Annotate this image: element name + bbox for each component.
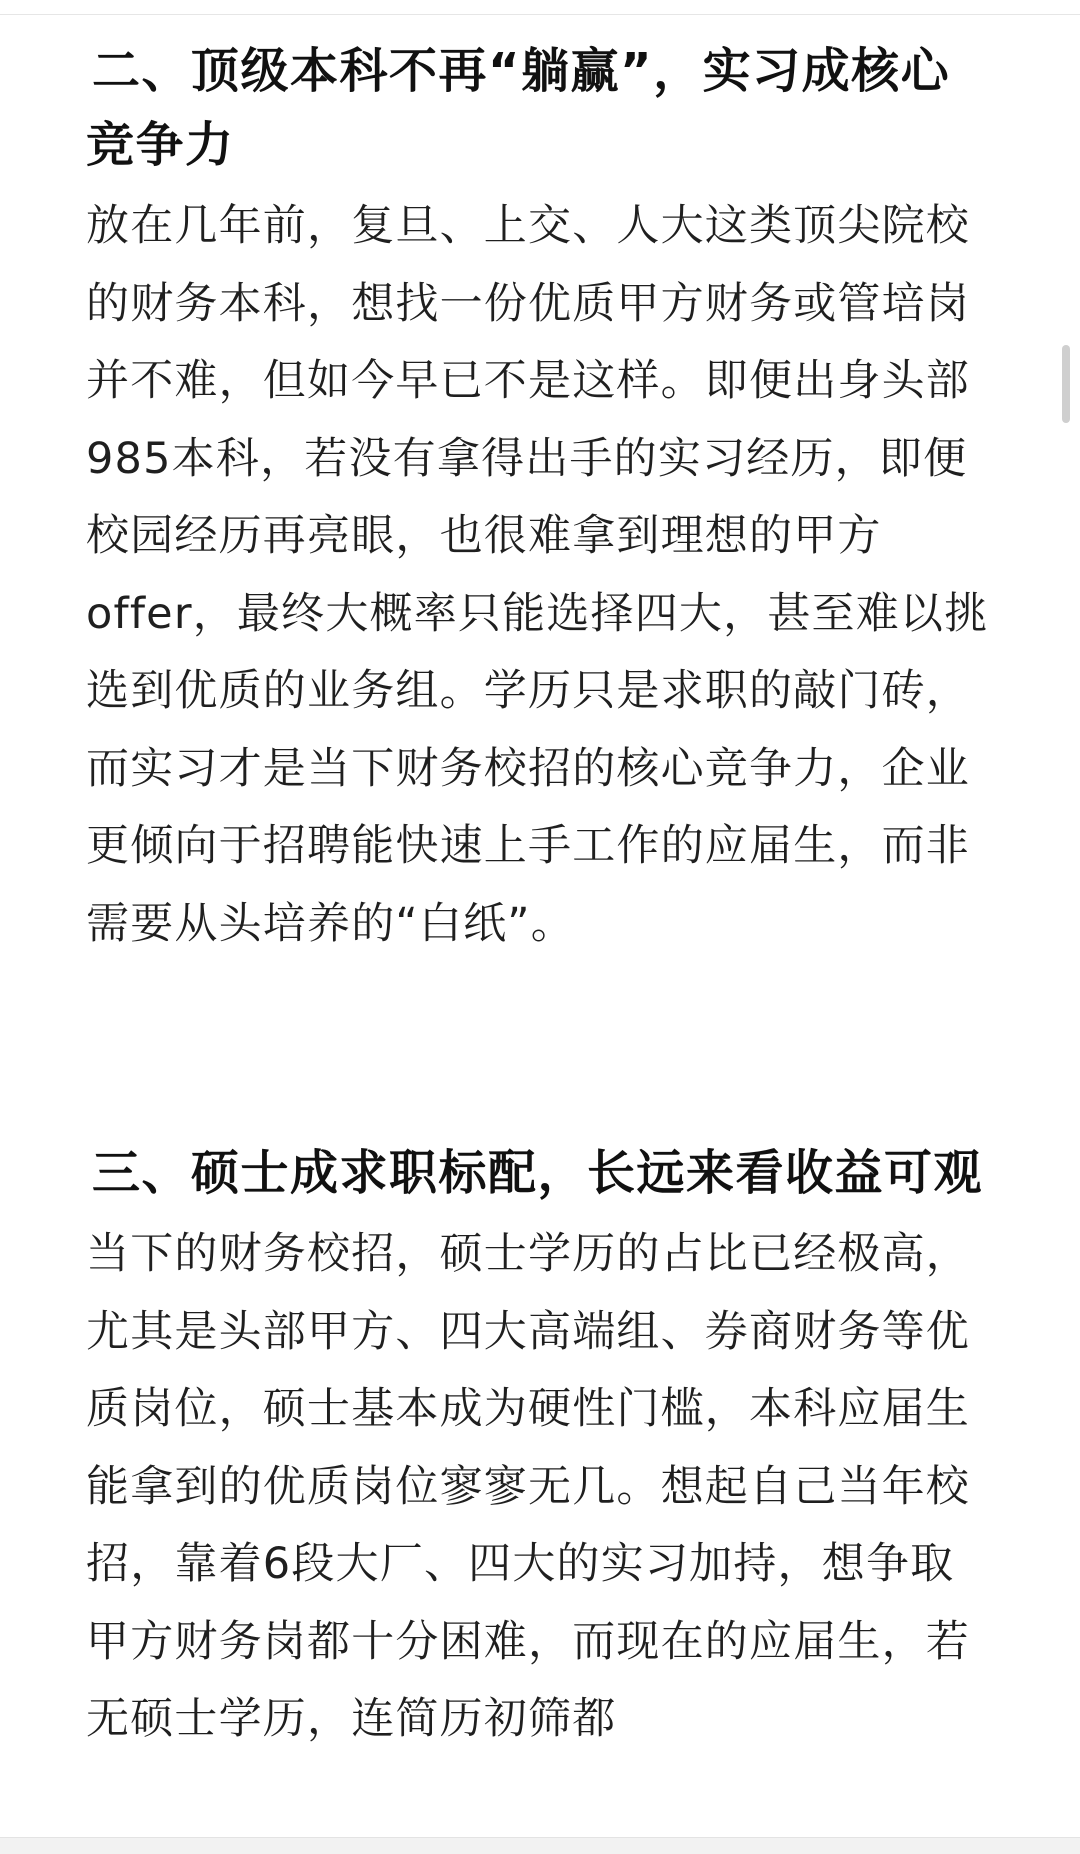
section-masters-degree [86,1136,994,1759]
article-body [86,34,994,1744]
section-heading: 三、硕士成求职标配，长远来看收益可观 [92,1145,984,1201]
bottom-edge-bar [0,1837,1080,1854]
section-paragraph: 放在几年前，复旦、上交、人大这类顶尖院校的财务本科，想找一份优质甲方财务或管培岗并不难，但如今早已不是这样。即便出身头部985本科，若没有拿得出手的实习经历，即便校园经历再亮眼，也很难拿到理想的甲方offer，最终大概率只能选择四大，甚至难以挑选到优质的业务组。学历只是求职的敲门砖，而实习才是当下财务校招的核心竞争力，企业更倾向于招聘能快速上手工作的应届生，而非需要从头培养的“白纸”。 [86,201,989,949]
section-heading: 二、顶级本科不再“躺赢”，实习成核心竞争力 [86,43,951,173]
top-divider [0,0,1080,15]
scrollbar-thumb[interactable] [1062,345,1070,423]
section-paragraph: 当下的财务校招，硕士学历的占比已经极高，尤其是头部甲方、四大高端组、券商财务等优质岗位，硕士基本成为硬性门槛，本科应届生能拿到的优质岗位寥寥无几。想起自己当年校招，靠着6段大厂、四大的实习加持，想争取甲方财务岗都十分困难，而现在的应届生，若无硕士学历，连简历初筛都 [86,1229,970,1744]
section-internship [86,34,994,963]
